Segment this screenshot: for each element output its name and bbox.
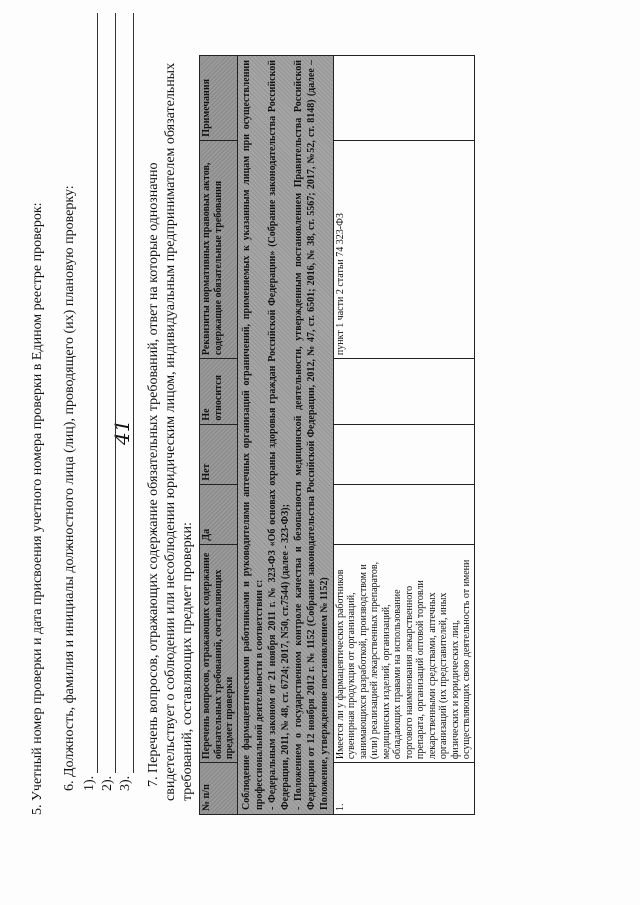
blank-line-1: 1). [82, 775, 98, 791]
blank-line-3: 3). [118, 775, 134, 791]
row-na-cell[interactable] [333, 359, 474, 425]
row-no-cell[interactable] [333, 424, 474, 484]
header-questions: Перечень вопросов, отражающих содержание обязательных требований, составляющих предмет проверки [200, 544, 238, 762]
header-requisites: Реквизиты нормативных правовых актов, содержащие обязательные требования [200, 140, 238, 358]
table-section-banner [237, 56, 333, 815]
row-question: Имеется ли у фармацевтических работников сувенирная продукция от организаций, занимающихся разработкой, производством и (или) реализацией лекарственных препаратов, медицинских изделий, организаций, обладающих правами на использование торгового наименования лекарственного препарата, организаций оптовой торговли лекарственными средствами, аптечных организаций (их представителей, иных физических и юридических лиц, осуществляющих свою деятельность от имени [333, 544, 474, 762]
banner-law-323: - Федеральным законом от 21 ноября 2011 г. № 323-ФЗ «Об основах охраны здоровья граждан Российской Федерации» (Собрание законодательства Российской Федерации, 2011, № 48, ст. 6724; 2017, N50, ст.7544) (далее - 323-ФЗ); [266, 60, 291, 810]
header-no: Нет [200, 424, 238, 484]
handwritten-page-number: 41 [110, 419, 134, 445]
banner-regulation-1152: - Положением о государственном контроле качества и безопасности медицинской деятельности, утвержденным постановлением Правительства Российской Федерации от 12 ноября 2012 г. № 1152 (Собрание законодательства Российской Федерации, 2012, № 47, ст. 6501; 2016, № 38, ст. 5567; 2017, №52, ст. 8148) (далее – Положение, утвержденное постановлением № 1152) [292, 60, 330, 810]
row-num: 1. [333, 763, 474, 815]
banner-intro: Соблюдение фармацевтическими работниками и руководителями аптечных организаций ограничений, применяемых к указанным лицам при осуществлении профессиональной деятельности в соответствии с: [240, 60, 265, 810]
header-notes: Примечания [200, 56, 238, 141]
item-6-text: 6. Должность, фамилия и инициалы должностного лица (лиц), проводящего (их) плановую проверку: [62, 185, 77, 791]
header-num: № п/п [200, 763, 238, 815]
item-7-line-1: 7. Перечень вопросов, отражающих содержание обязательных требований, ответ на которые однозначно [146, 162, 161, 787]
header-yes: Да [200, 484, 238, 544]
requirements-table [199, 55, 475, 815]
header-not-applicable: Не относится [200, 359, 238, 425]
row-requisites: пункт 1 части 2 статьи 74 323-ФЗ [333, 140, 474, 358]
row-yes-cell[interactable] [333, 484, 474, 544]
item-5-text: 5. Учетный номер проверки и дата присвоения учетного номера проверки в Едином реестре проверок: [30, 202, 45, 815]
row-notes-cell[interactable] [333, 56, 474, 141]
item-7-line-3: требований, составляющих предмет проверки: [180, 522, 195, 801]
table-row [333, 56, 474, 815]
item-7-line-2: свидетельствует о соблюдении или несоблюдении юридическим лицом, индивидуальным предпринимателем обязательных [163, 62, 178, 801]
blank-line-2: 2). [100, 775, 116, 791]
table-header-row [200, 56, 238, 815]
